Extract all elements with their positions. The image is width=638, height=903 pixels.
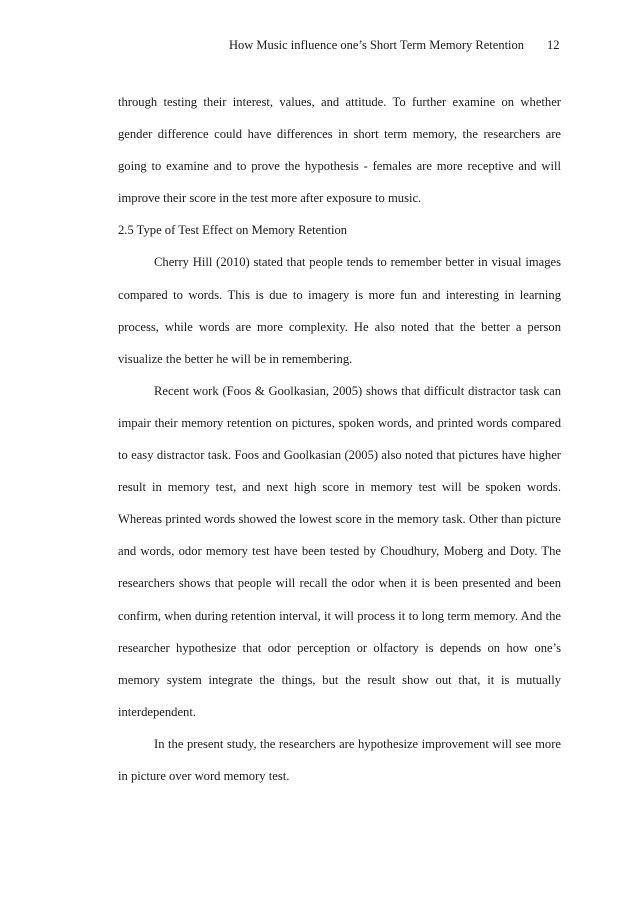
paragraph-present-study: In the present study, the researchers are hypothesize improvement will see more in picture over word memory test. [118, 736, 561, 783]
document-body [118, 86, 561, 792]
continued-paragraph: through testing their interest, values, and attitude. To further examine on whether gender difference could have differences in short term memory, the researchers are going to examine and to prove the hypothesis - females are more receptive and will improve their score in the test more after exposure to music. [118, 95, 561, 206]
paragraph-cherry-hill: Cherry Hill (2010) stated that people tends to remember better in visual images compared to words. This is due to imagery is more fun and interesting in learning process, while words are more complexity. He also noted that the better a person visualize the better he will be in remembering. [118, 255, 561, 366]
running-head [0, 38, 638, 58]
section-heading: 2.5 Type of Test Effect on Memory Retention [118, 223, 348, 238]
paragraph-foos-goolkasian: Recent work (Foos & Goolkasian, 2005) shows that difficult distractor task can impair their memory retention on pictures, spoken words, and printed words compared to easy distractor task. Foos and Goolkasian (2005) also noted that pictures have higher result in memory test, and next high score in memory test will be spoken words. Whereas printed words showed the lowest score in the memory task. Other than picture and words, odor memory test have been tested by Choudhury, Moberg and Doty. The researchers shows that people will recall the odor when it is been presented and been confirm, when during retention interval, it will process it to long term memory. And the researcher hypothesize that odor perception or olfactory is depends on how one’s memory system integrate the things, but the result show out that, it is mutually interdependent. [118, 383, 561, 719]
running-head-title: How Music influence one’s Short Term Memory Retention [229, 38, 525, 52]
page-number: 12 [547, 38, 560, 52]
